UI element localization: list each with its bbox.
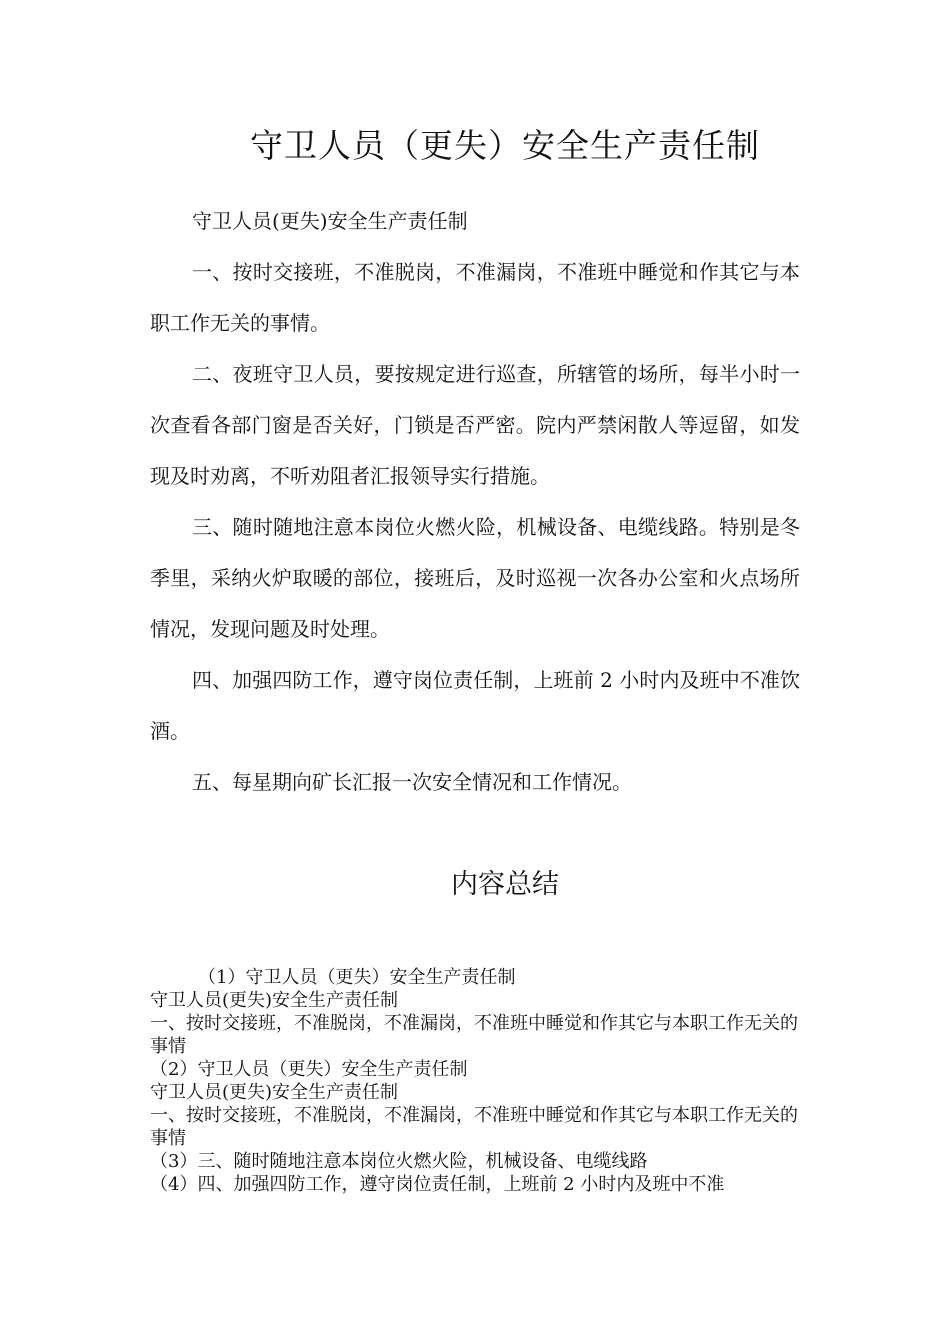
paragraph-rule-2: 二、夜班守卫人员，要按规定进行巡查，所辖管的场所，每半小时一次查看各部门窗是否关好，门锁是否严密。院内严禁闲散人等逗留，如发现及时劝离，不听劝阻者汇报领导实行措施。 — [150, 362, 800, 488]
summary-line: （1）守卫人员（更失）安全生产责任制 — [198, 967, 516, 988]
document-body — [150, 196, 800, 808]
paragraph-subtitle: 守卫人员(更失)安全生产责任制 — [192, 209, 468, 233]
summary-line: （2）守卫人员（更失）安全生产责任制 — [150, 1059, 468, 1080]
summary-line: （3）三、随时随地注意本岗位火燃火险，机械设备、电缆线路 — [150, 1151, 648, 1172]
paragraph-rule-4: 四、加强四防工作，遵守岗位责任制，上班前 2 小时内及班中不准饮酒。 — [150, 668, 800, 743]
document-title: 守卫人员（更失）安全生产责任制 — [250, 126, 760, 165]
summary-line: 守卫人员(更失)安全生产责任制 — [150, 1082, 399, 1103]
paragraph-rule-3: 三、随时随地注意本岗位火燃火险，机械设备、电缆线路。特别是冬季里，采纳火炉取暖的部位，接班后，及时巡视一次各办公室和火点场所情况，发现问题及时处理。 — [150, 515, 800, 641]
summary-title: 内容总结 — [451, 869, 559, 900]
summary-line: 一、按时交接班，不准脱岗，不准漏岗，不准班中睡觉和作其它与本职工作无关的事情 — [150, 1013, 798, 1057]
summary-section — [150, 966, 800, 1196]
summary-line: （4）四、加强四防工作，遵守岗位责任制，上班前 2 小时内及班中不准 — [150, 1174, 725, 1195]
paragraph-rule-1: 一、按时交接班，不准脱岗，不准漏岗，不准班中睡觉和作其它与本职工作无关的事情。 — [150, 260, 800, 335]
summary-line: 一、按时交接班，不准脱岗，不准漏岗，不准班中睡觉和作其它与本职工作无关的事情 — [150, 1105, 798, 1149]
paragraph-rule-5: 五、每星期向矿长汇报一次安全情况和工作情况。 — [192, 770, 632, 794]
summary-line: 守卫人员(更失)安全生产责任制 — [150, 990, 399, 1011]
